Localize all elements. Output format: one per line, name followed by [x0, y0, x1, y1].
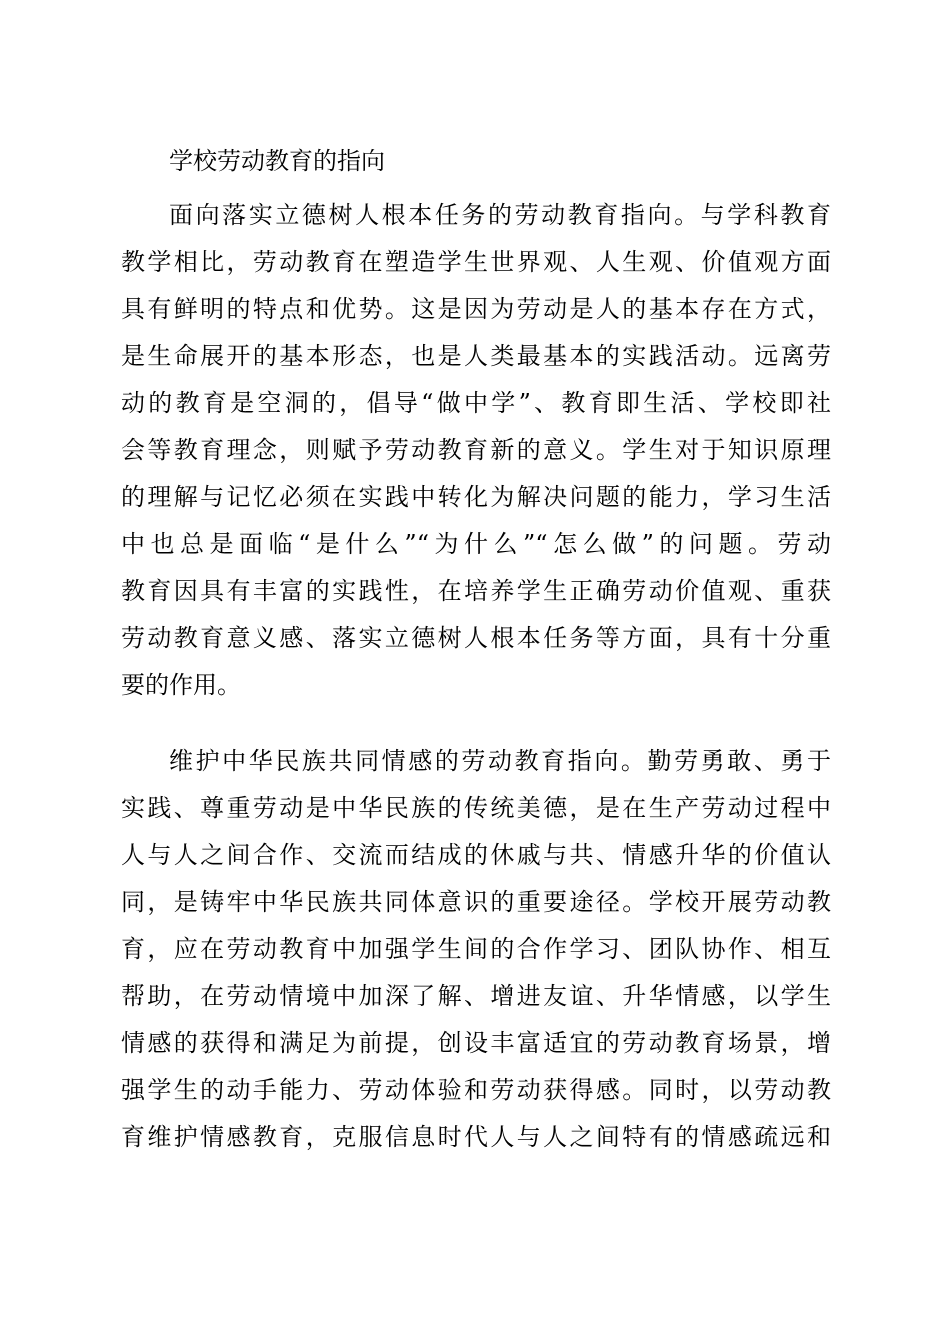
- paragraph-2: [121, 738, 831, 1161]
- paragraph-line: 同，是铸牢中华民族共同体意识的重要途径。学校开展劳动教: [121, 888, 831, 916]
- section-heading: 学校劳动教育的指向: [169, 147, 385, 175]
- paragraph-line: 维护中华民族共同情感的劳动教育指向。勤劳勇敢、勇于: [169, 747, 831, 775]
- paragraph-line: 帮助，在劳动情境中加深了解、增进友谊、升华情感，以学生: [121, 982, 831, 1010]
- paragraph-line: 育维护情感教育，克服信息时代人与人之间特有的情感疏远和: [121, 1123, 831, 1151]
- paragraph-line: 的理解与记忆必须在实践中转化为解决问题的能力，学习生活: [121, 483, 831, 511]
- paragraph-line: 要的作用。: [121, 671, 241, 699]
- paragraph-line: 具有鲜明的特点和优势。这是因为劳动是人的基本存在方式，: [121, 295, 831, 323]
- paragraph-line: 中也总是面临“是什么”“为什么”“怎么做”的问题。劳动: [121, 530, 831, 558]
- paragraph-line: 面向落实立德树人根本任务的劳动教育指向。与学科教育: [169, 201, 831, 229]
- paragraph-line: 会等教育理念，则赋予劳动教育新的意义。学生对于知识原理: [121, 436, 831, 464]
- paragraph-1: [121, 192, 831, 709]
- paragraph-line: 劳动教育意义感、落实立德树人根本任务等方面，具有十分重: [121, 624, 831, 652]
- paragraph-line: 强学生的动手能力、劳动体验和劳动获得感。同时，以劳动教: [121, 1076, 831, 1104]
- paragraph-line: 育，应在劳动教育中加强学生间的合作学习、团队协作、相互: [121, 935, 831, 963]
- paragraph-line: 实践、尊重劳动是中华民族的传统美德，是在生产劳动过程中: [121, 794, 831, 822]
- paragraph-line: 情感的获得和满足为前提，创设丰富适宜的劳动教育场景，增: [121, 1029, 831, 1057]
- paragraph-line: 动的教育是空洞的，倡导“做中学”、教育即生活、学校即社: [121, 389, 831, 417]
- paragraph-line: 教育因具有丰富的实践性，在培养学生正确劳动价值观、重获: [121, 577, 831, 605]
- paragraph-line: 人与人之间合作、交流而结成的休戚与共、情感升华的价值认: [121, 841, 831, 869]
- paragraph-line: 是生命展开的基本形态，也是人类最基本的实践活动。远离劳: [121, 342, 831, 370]
- paragraph-line: 教学相比，劳动教育在塑造学生世界观、人生观、价值观方面: [121, 248, 831, 276]
